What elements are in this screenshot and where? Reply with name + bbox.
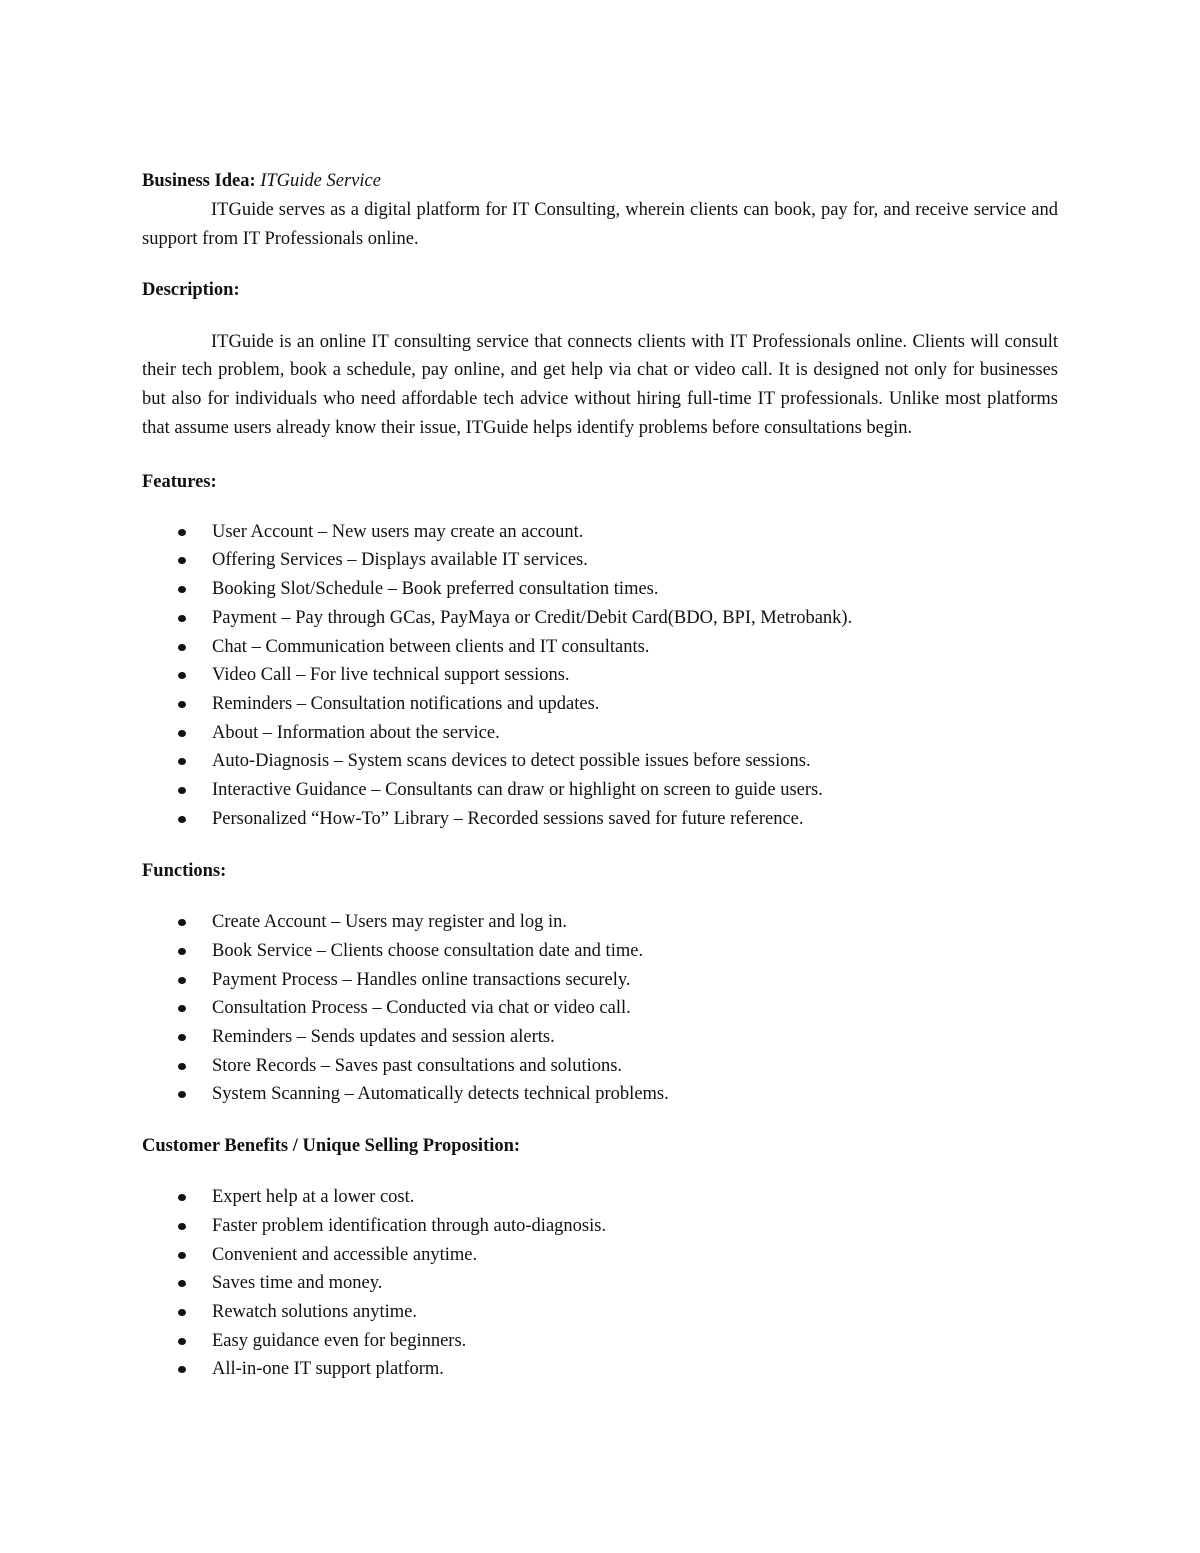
description-body: ITGuide is an online IT consulting service that connects clients with IT Professionals online. Clients will consult their tech problem, book a schedule, pay online, and get help via chat or video call. It is designed not only for businesses but also for individuals who need affordable tech advice without hiring full-time IT professionals. Unlike most platforms that assume users already know their issue, ITGuide helps identify problems before consultations begin. [142,331,1058,438]
bullet-icon [178,1223,186,1230]
features-heading: Features: [142,471,217,492]
list-item-text: Store Records – Saves past consultations and solutions. [212,1055,623,1076]
list-item [142,1023,1058,1052]
list-item-text: Booking Slot/Schedule – Book preferred consultation times. [212,579,659,600]
list-item-text: About – Information about the service. [212,722,500,743]
bullet-icon [178,557,186,564]
list-item-text: Rewatch solutions anytime. [212,1301,418,1322]
bullet-icon [178,1309,186,1316]
features-list [142,518,1058,834]
list-item [142,633,1058,662]
list-item-text: Personalized “How-To” Library – Recorded sessions saved for future reference. [212,808,804,829]
list-item [142,1298,1058,1327]
bullet-icon [178,816,186,823]
bullet-icon [178,586,186,593]
list-item [142,1183,1058,1212]
bullet-icon [178,701,186,708]
list-item [142,1269,1058,1298]
list-item [142,776,1058,805]
list-item [142,690,1058,719]
list-item-text: Chat – Communication between clients and IT consultants. [212,636,650,657]
list-item-text: Video Call – For live technical support sessions. [212,665,570,686]
bullet-icon [178,1063,186,1070]
bullet-icon [178,1366,186,1373]
list-item-text: Offering Services – Displays available IT services. [212,550,588,571]
list-item [142,661,1058,690]
list-item-text: Faster problem identification through auto-diagnosis. [212,1215,607,1236]
bullet-icon [178,1194,186,1201]
bullet-icon [178,1034,186,1041]
list-item-text: Easy guidance even for beginners. [212,1330,467,1351]
list-item [142,937,1058,966]
list-item-text: Saves time and money. [212,1273,383,1294]
list-item-text: Expert help at a lower cost. [212,1187,415,1208]
bullet-icon [178,644,186,651]
list-item [142,1355,1058,1384]
list-item-text: Convenient and accessible anytime. [212,1244,478,1265]
list-item [142,1052,1058,1081]
bullet-icon [178,1338,186,1345]
list-item [142,1080,1058,1109]
list-item [142,575,1058,604]
list-item [142,966,1058,995]
list-item [142,604,1058,633]
list-item-text: User Account – New users may create an account. [212,521,584,542]
functions-heading: Functions: [142,861,227,882]
bullet-icon [178,529,186,536]
list-item-text: Auto-Diagnosis – System scans devices to detect possible issues before sessions. [212,751,811,772]
list-item [142,994,1058,1023]
list-item [142,518,1058,547]
list-item-text: Reminders – Consultation notifications and updates. [212,693,600,714]
list-item-text: System Scanning – Automatically detects technical problems. [212,1084,669,1105]
bullet-icon [178,615,186,622]
business-idea-label: Business Idea: [142,171,256,191]
bullet-icon [178,1091,186,1098]
benefits-heading: Customer Benefits / Unique Selling Proposition: [142,1136,521,1157]
list-item-text: Interactive Guidance – Consultants can draw or highlight on screen to guide users. [212,779,823,800]
list-item-text: Payment Process – Handles online transactions securely. [212,969,631,990]
bullet-icon [178,672,186,679]
business-idea-name: ITGuide Service [260,171,381,191]
list-item-text: Consultation Process – Conducted via chat or video call. [212,998,631,1019]
bullet-icon [178,1252,186,1259]
bullet-icon [178,919,186,926]
list-item [142,546,1058,575]
bullet-icon [178,787,186,794]
list-item [142,1212,1058,1241]
list-item [142,747,1058,776]
list-item [142,805,1058,834]
list-item [142,1241,1058,1270]
list-item [142,719,1058,748]
bullet-icon [178,977,186,984]
document-page [142,167,1058,1384]
list-item [142,908,1058,937]
bullet-icon [178,1005,186,1012]
list-item-text: Book Service – Clients choose consultation date and time. [212,941,644,962]
list-item-text: Create Account – Users may register and log in. [212,912,567,933]
list-item-text: Payment – Pay through GCas, PayMaya or Credit/Debit Card(BDO, BPI, Metrobank). [212,607,853,628]
list-item-text: All-in-one IT support platform. [212,1359,444,1380]
benefits-list [142,1183,1058,1384]
list-item [142,1327,1058,1356]
bullet-icon [178,948,186,955]
bullet-icon [178,1280,186,1287]
business-idea-line [142,167,1058,196]
list-item-text: Reminders – Sends updates and session alerts. [212,1027,555,1048]
bullet-icon [178,730,186,737]
functions-list [142,908,1058,1109]
bullet-icon [178,758,186,765]
description-heading: Description: [142,279,240,300]
business-idea-summary: ITGuide serves as a digital platform for IT Consulting, wherein clients can book, pay for, and receive service and support from IT Professionals online. [142,200,1058,249]
